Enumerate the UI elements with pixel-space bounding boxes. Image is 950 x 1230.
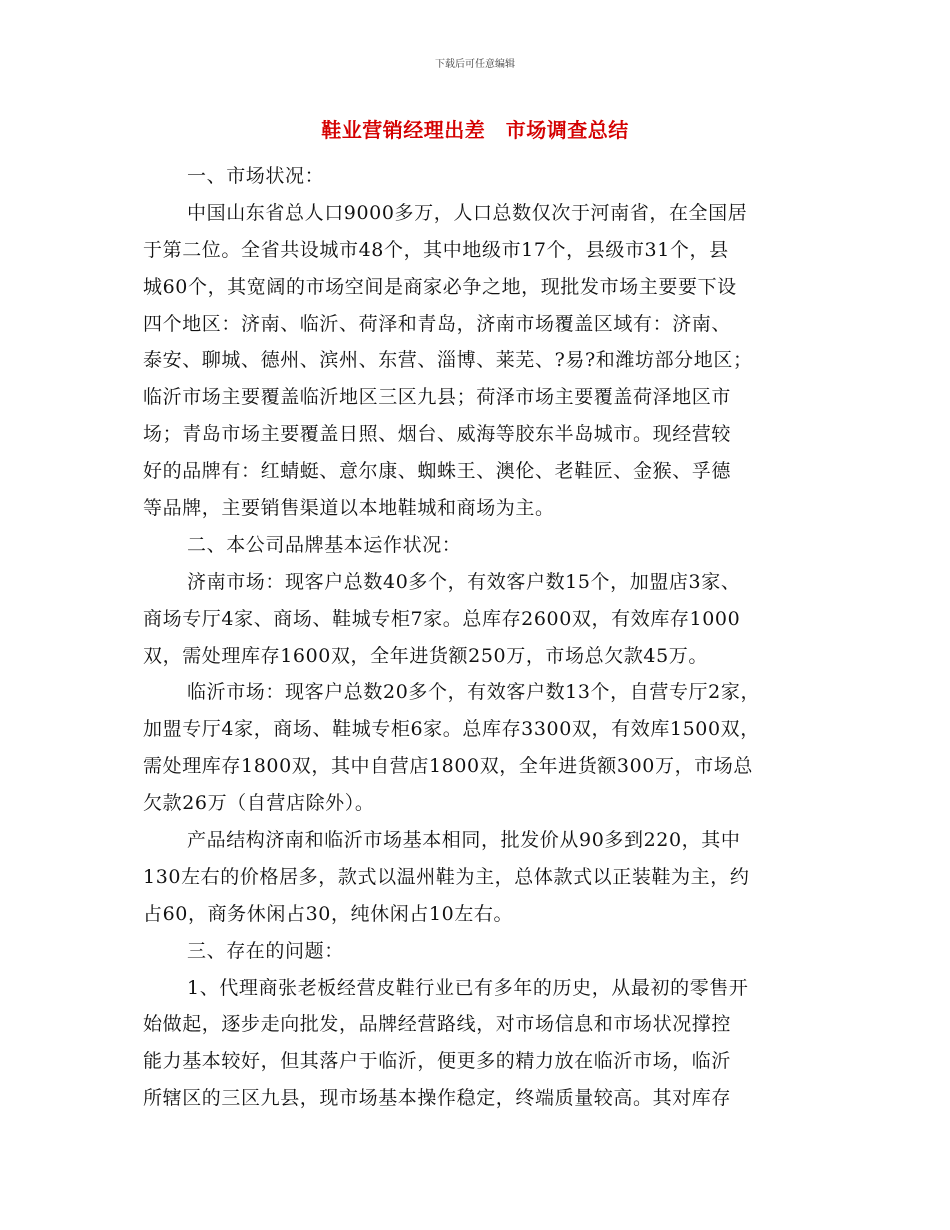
body-line: 临沂市场：现客户总数20多个，有效客户数13个，自营专厅2家， [187, 681, 761, 704]
body-line: 等品牌，主要销售渠道以本地鞋城和商场为主。 [143, 497, 555, 520]
body-line: 临沂市场主要覆盖临沂地区三区九县；荷泽市场主要覆盖荷泽地区市 [143, 386, 732, 409]
body-line: 所辖区的三区九县，现市场基本操作稳定，终端质量较高。其对库存 [143, 1087, 732, 1110]
header-note: 下载后可任意编辑 [435, 59, 515, 70]
body-line: 三、存在的问题： [187, 939, 344, 962]
body-line: 需处理库存1800双，其中自营店1800双，全年进货额300万，市场总 [143, 755, 753, 778]
body-line: 于第二位。全省共设城市48个，其中地级市17个，县级市31个，县 [143, 238, 729, 261]
body-line: 双，需处理库存1600双，全年进货额250万，市场总欠款45万。 [143, 644, 708, 667]
body-line: 城60个，其宽阔的市场空间是商家必争之地，现批发市场主要要下设 [143, 275, 737, 298]
body-line: 欠款26万（自营店除外）。 [143, 792, 375, 815]
body-line: 1、代理商张老板经营皮鞋行业已有多年的历史，从最初的零售开 [187, 976, 749, 999]
document-title: 鞋业营销经理出差 市场调查总结 [321, 118, 629, 142]
body-line: 济南市场：现客户总数40多个，有效客户数15个，加盟店3家、 [187, 570, 741, 593]
body-line: 始做起，逐步走向批发，品牌经营路线，对市场信息和市场状况撑控 [143, 1013, 732, 1036]
body-line: 产品结构济南和临沂市场基本相同，批发价从90多到220，其中 [187, 829, 741, 852]
body-line: 商场专厅4家、商场、鞋城专柜7家。总库存2600双，有效库存1000 [143, 607, 741, 630]
body-line: 四个地区：济南、临沂、荷泽和青岛，济南市场覆盖区域有：济南、 [143, 312, 732, 335]
body-line: 一、市场状况： [187, 165, 325, 187]
body-line: 占60，商务休闲占30，纯休闲占10左右。 [143, 902, 514, 925]
body-line: 130左右的价格居多，款式以温州鞋为主，总体款式以正装鞋为主，约 [143, 865, 750, 888]
body-line: 加盟专厅4家，商场、鞋城专柜6家。总库存3300双，有效库1500双， [143, 718, 760, 741]
body-line: 二、本公司品牌基本运作状况： [187, 533, 462, 556]
body-line: 泰安、聊城、德州、滨州、东营、淄博、莱芜、?易?和潍坊部分地区； [143, 349, 753, 372]
body-line: 能力基本较好，但其落户于临沂，便更多的精力放在临沂市场，临沂 [143, 1050, 732, 1073]
body-line: 好的品牌有：红蜻蜓、意尔康、蜘蛛王、澳伦、老鞋匠、金猴、孚德 [143, 460, 732, 483]
body-line: 场；青岛市场主要覆盖日照、烟台、威海等胶东半岛城市。现经营较 [143, 423, 732, 446]
document-body [143, 158, 823, 1117]
body-line: 中国山东省总人口9000多万，人口总数仅次于河南省，在全国居 [187, 201, 748, 224]
